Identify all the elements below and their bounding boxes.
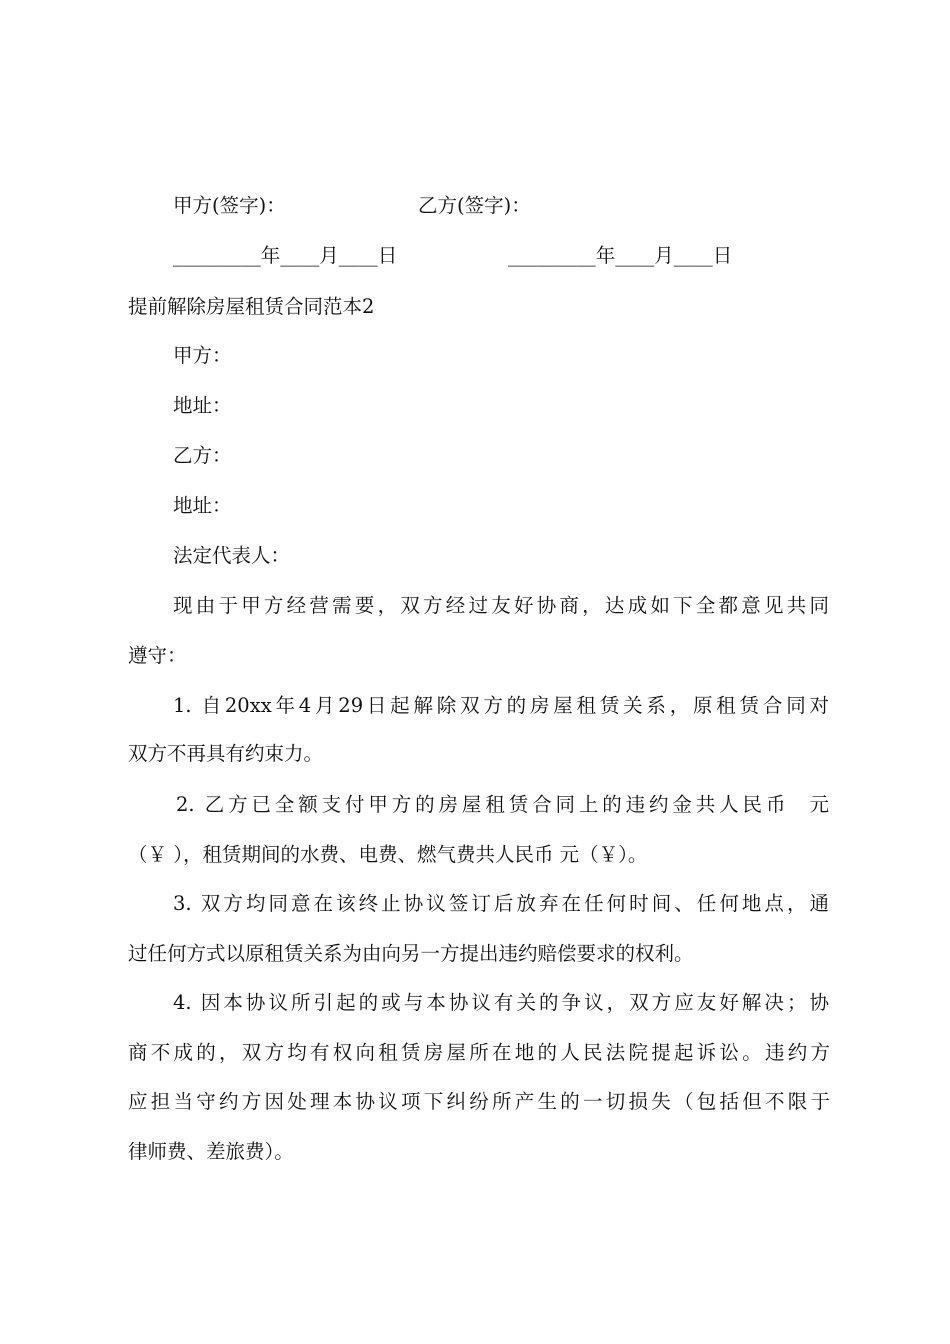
document-heading: 提前解除房屋租赁合同范本2 [128, 295, 375, 318]
clause-line: 商不成的，双方均有权向租赁房屋所在地的人民法院提起诉讼。违约方 [128, 1041, 830, 1064]
intro-line: 遵守： [128, 644, 187, 667]
address-b-field: 地址： [173, 494, 232, 517]
intro-line: 现由于甲方经营需要，双方经过友好协商，达成如下全都意见共同 [173, 594, 829, 617]
clause-line: 过任何方式以原租赁关系为由向另一方提出违约赔偿要求的权利。 [128, 942, 694, 965]
clause-line: 1. 自20xx年4月29日起解除双方的房屋租赁关系，原租赁合同对 [173, 694, 829, 717]
party-b-signature-label: 乙方(签字)： [418, 194, 531, 217]
clause-line: 双方不再具有约束力。 [128, 742, 324, 765]
party-b-field: 乙方： [173, 444, 232, 467]
clause-line: （￥ ），租赁期间的水费、电费、燃气费共人民币 元（￥）。 [128, 843, 648, 866]
clause-line: 3. 双方均同意在该终止协议签订后放弃在任何时间、任何地点，通 [173, 892, 829, 915]
clause-line: 应担当守约方因处理本协议项下纠纷所产生的一切损失（包括但不限于 [128, 1090, 830, 1113]
legal-representative-field: 法定代表人： [173, 544, 291, 567]
clause-line: 律师费、差旅费）。 [128, 1140, 294, 1163]
party-a-field: 甲方： [173, 344, 232, 367]
party-b-date-line: _________年____月____日 [508, 244, 733, 267]
clause-line: 4. 因本协议所引起的或与本协议有关的争议，双方应友好解决；协 [173, 991, 829, 1014]
clause-line: 2. 乙方已全额支付甲方的房屋租赁合同上的违约金共人民币 元 [176, 793, 829, 816]
party-a-date-line: _________年____月____日 [173, 244, 398, 267]
party-a-signature-label: 甲方(签字)： [173, 194, 286, 217]
address-a-field: 地址： [173, 394, 232, 417]
